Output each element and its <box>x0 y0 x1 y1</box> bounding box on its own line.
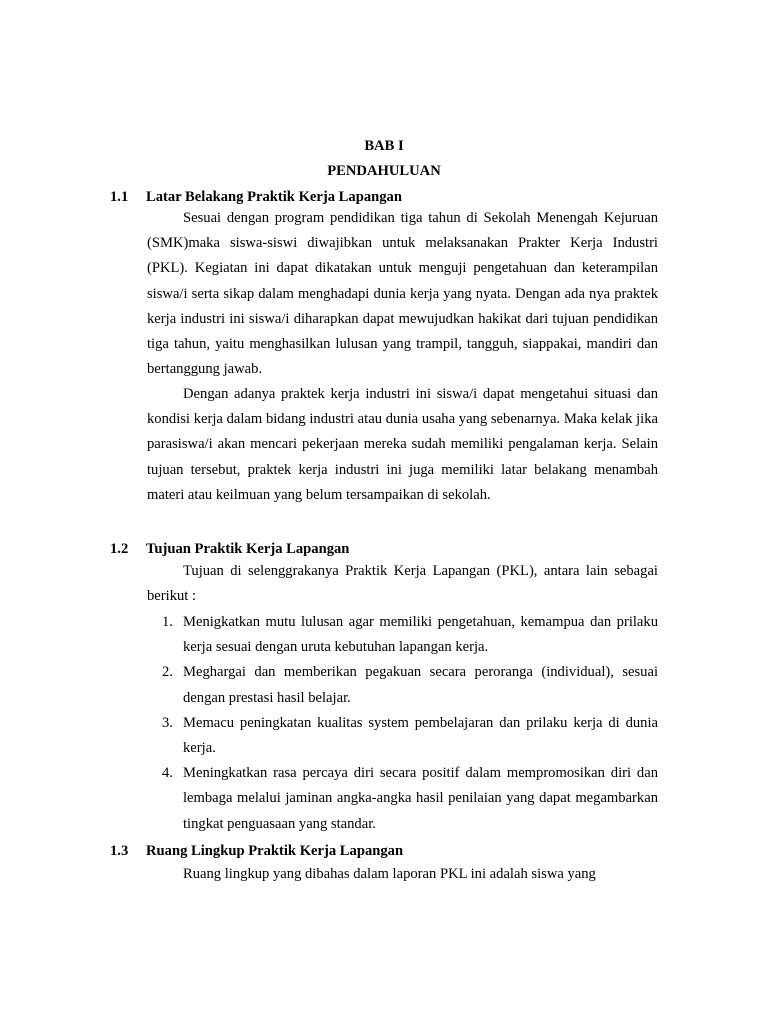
section-number: 1.1 <box>110 189 129 205</box>
section-number: 1.3 <box>110 843 129 859</box>
chapter-title: PENDAHULUAN <box>327 163 441 179</box>
section-heading-1-2 <box>110 540 349 558</box>
section-number: 1.2 <box>110 541 129 557</box>
list-marker: 4. <box>162 765 173 782</box>
paragraph: Ruang lingkup yang dibahas dalam laporan PKL ini adalah siswa yang <box>183 866 596 882</box>
list-item <box>147 711 658 761</box>
list-item <box>147 610 658 660</box>
list-item <box>147 660 658 710</box>
objectives-list <box>147 610 658 837</box>
section-heading-1-3 <box>110 842 403 860</box>
paragraph: Dengan adanya praktek kerja industri ini siswa/i dapat mengetahui situasi dan kondisi kerja dalam bidang industri atau dunia usaha yang sebenarnya. Maka kelak jika parasiswa/i akan mencari pekerjaan mereka sudah memiliki pengalaman kerja. Selain tujuan tersebut, praktek kerja industri ini juga memiliki latar belakang menambah materi atau keilmuan yang belum tersampaikan di sekolah. <box>147 386 658 503</box>
list-item-text: Memacu peningkatan kualitas system pembelajaran dan prilaku kerja di dunia kerja. <box>183 714 658 757</box>
list-item-text: Meningkatkan rasa percaya diri secara positif dalam mempromosikan diri dan lembaga melalui jaminan angka-angka hasil penilaian yang dapat megambarkan tingkat penguasaan yang standar. <box>183 765 658 832</box>
list-item-text: Menigkatkan mutu lulusan agar memiliki pengetahuan, kemampua dan prilaku kerja sesuai dengan uruta kebutuhan lapangan kerja. <box>183 614 658 656</box>
list-item-text: Meghargai dan memberikan pegakuan secara peroranga (individual), sesuai dengan prestasi hasil belajar. <box>183 664 658 706</box>
list-marker: 3. <box>162 714 173 731</box>
list-marker: 2. <box>162 664 173 681</box>
paragraph: Sesuai dengan program pendidikan tiga tahun di Sekolah Menengah Kejuruan (SMK)maka siswa-siswi diwajibkan untuk melaksanakan Prakter Kerja Industri (PKL). Kegiatan ini dapat dikatakan untuk menguji pengetahuan dan keterampilan siswa/i serta sikap dalam menghadapi dunia kerja yang nyata. Dengan ada nya praktek kerja industri ini siswa/i diharapkan dapat mewujudkan hakikat dari tujuan pendidikan tiga tahun, yaitu menghasilkan lulusan yang trampil, tangguh, siappakai, mandiri dan bertanggung jawab. <box>147 210 658 378</box>
section-title: Latar Belakang Praktik Kerja Lapangan <box>146 189 402 205</box>
list-item <box>147 761 658 837</box>
list-marker: 1. <box>162 614 173 630</box>
section-title: Tujuan Praktik Kerja Lapangan <box>146 541 350 557</box>
paragraph: Tujuan di selenggrakanya Praktik Kerja Lapangan (PKL), antara lain sebagai berikut : <box>147 563 658 605</box>
chapter-label: BAB I <box>364 138 404 154</box>
section-heading-1-1 <box>110 188 402 206</box>
section-title: Ruang Lingkup Praktik Kerja Lapangan <box>146 843 404 859</box>
